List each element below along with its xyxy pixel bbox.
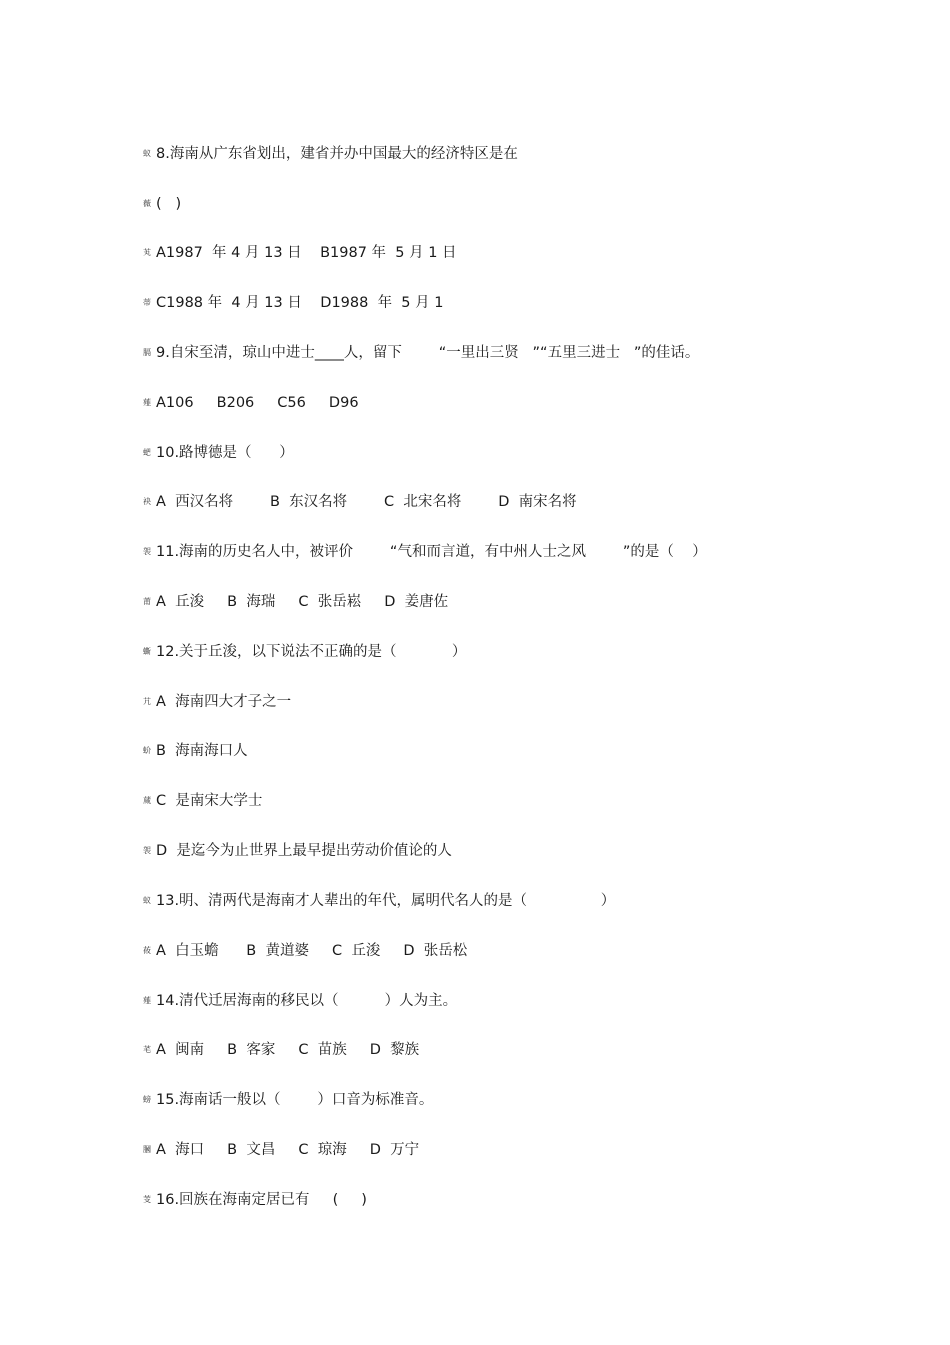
options-text: A 丘浚 B 海瑞 C 张岳崧 D 姜唐佐 — [156, 594, 449, 610]
question-10-options — [143, 491, 577, 513]
options-text: A 西汉名将 B 东汉名将 C 北宋名将 D 南宋名将 — [156, 494, 577, 510]
margin-mark: 膈 — [143, 348, 151, 357]
question-10-line — [143, 442, 294, 464]
options-text: A106 B206 C56 D96 — [156, 395, 359, 411]
margin-mark: 芰 — [143, 1195, 151, 1204]
options-text: A 白玉蟾 B 黄道婆 C 丘浚 D 张岳松 — [156, 943, 468, 959]
question-12-text: 12.关于丘浚，以下说法不正确的是（ ） — [156, 644, 467, 660]
margin-mark: 袈 — [143, 846, 151, 855]
question-8-blank — [143, 193, 181, 215]
question-13-options — [143, 940, 467, 962]
margin-mark: 薤 — [143, 398, 151, 407]
margin-mark: 莆 — [143, 597, 151, 606]
margin-mark: 蚧 — [143, 746, 151, 755]
margin-mark: 蒂 — [143, 298, 151, 307]
options-text: A 闽南 B 客家 C 苗族 D 黎族 — [156, 1042, 420, 1058]
question-8-text: 8.海南从广东省划出，建省并办中国最大的经济特区是在 — [156, 146, 518, 162]
margin-mark: 芁 — [143, 697, 151, 706]
question-16-line — [143, 1189, 367, 1211]
question-16-text: 16.回族在海南定居已有 ( ) — [156, 1192, 367, 1208]
question-12-option-c — [143, 790, 262, 812]
margin-mark: 莜 — [143, 946, 151, 955]
question-12-option-d — [143, 840, 452, 862]
margin-mark: 螃 — [143, 1095, 151, 1104]
question-13-line — [143, 890, 615, 912]
margin-mark: 蚁 — [143, 896, 151, 905]
option-text: C 是南宋大学士 — [156, 793, 263, 809]
question-8-options-cd — [143, 292, 443, 314]
answer-blank: ( ) — [156, 196, 182, 212]
question-12-option-b — [143, 740, 248, 762]
margin-mark: 薤 — [143, 996, 151, 1005]
options-text: A1987 年 4 月 13 日 B1987 年 5 月 1 日 — [156, 245, 457, 261]
option-text: D 是迄今为止世界上最早提出劳动价值论的人 — [156, 843, 452, 859]
options-text: C1988 年 4 月 13 日 D1988 年 5 月 1 — [156, 295, 444, 311]
question-14-text: 14.清代迁居海南的移民以（ ）人为主。 — [156, 993, 458, 1009]
question-15-text: 15.海南话一般以（ ）口音为标准音。 — [156, 1092, 434, 1108]
margin-mark: 薇 — [143, 199, 151, 208]
question-9-options — [143, 392, 359, 414]
question-14-options — [143, 1039, 419, 1061]
question-8-options-ab — [143, 242, 457, 264]
option-text: B 海南海口人 — [156, 743, 248, 759]
question-11-text: 11.海南的历史名人中，被评价 “气和而言道，有中州人士之风 ”的是（ ） — [156, 544, 707, 560]
options-text: A 海口 B 文昌 C 琼海 D 万宁 — [156, 1142, 420, 1158]
question-11-line — [143, 541, 707, 563]
question-12-line — [143, 641, 466, 663]
margin-mark: 芼 — [143, 1045, 151, 1054]
margin-mark: 膕 — [143, 1145, 151, 1154]
question-15-line — [143, 1089, 433, 1111]
question-9-text: 9.自宋至清，琼山中进士____人，留下 “一里出三贤 ”“五里三进士 ”的佳话。 — [156, 345, 700, 361]
margin-mark: 蟖 — [143, 647, 151, 656]
margin-mark: 袂 — [143, 497, 151, 506]
question-14-line — [143, 990, 457, 1012]
margin-mark: 蚆 — [143, 448, 151, 457]
question-9-line — [143, 342, 699, 364]
question-8-line — [143, 143, 518, 165]
question-12-option-a — [143, 691, 291, 713]
question-11-options — [143, 591, 448, 613]
margin-mark: 袈 — [143, 547, 151, 556]
question-15-options — [143, 1139, 419, 1161]
question-13-text: 13.明、清两代是海南才人辈出的年代，属明代名人的是（ ） — [156, 893, 616, 909]
option-text: A 海南四大才子之一 — [156, 694, 292, 710]
margin-mark: 蒇 — [143, 796, 151, 805]
margin-mark: 芄 — [143, 248, 151, 257]
margin-mark: 蚁 — [143, 149, 151, 158]
question-10-text: 10.路博德是（ ） — [156, 445, 294, 461]
